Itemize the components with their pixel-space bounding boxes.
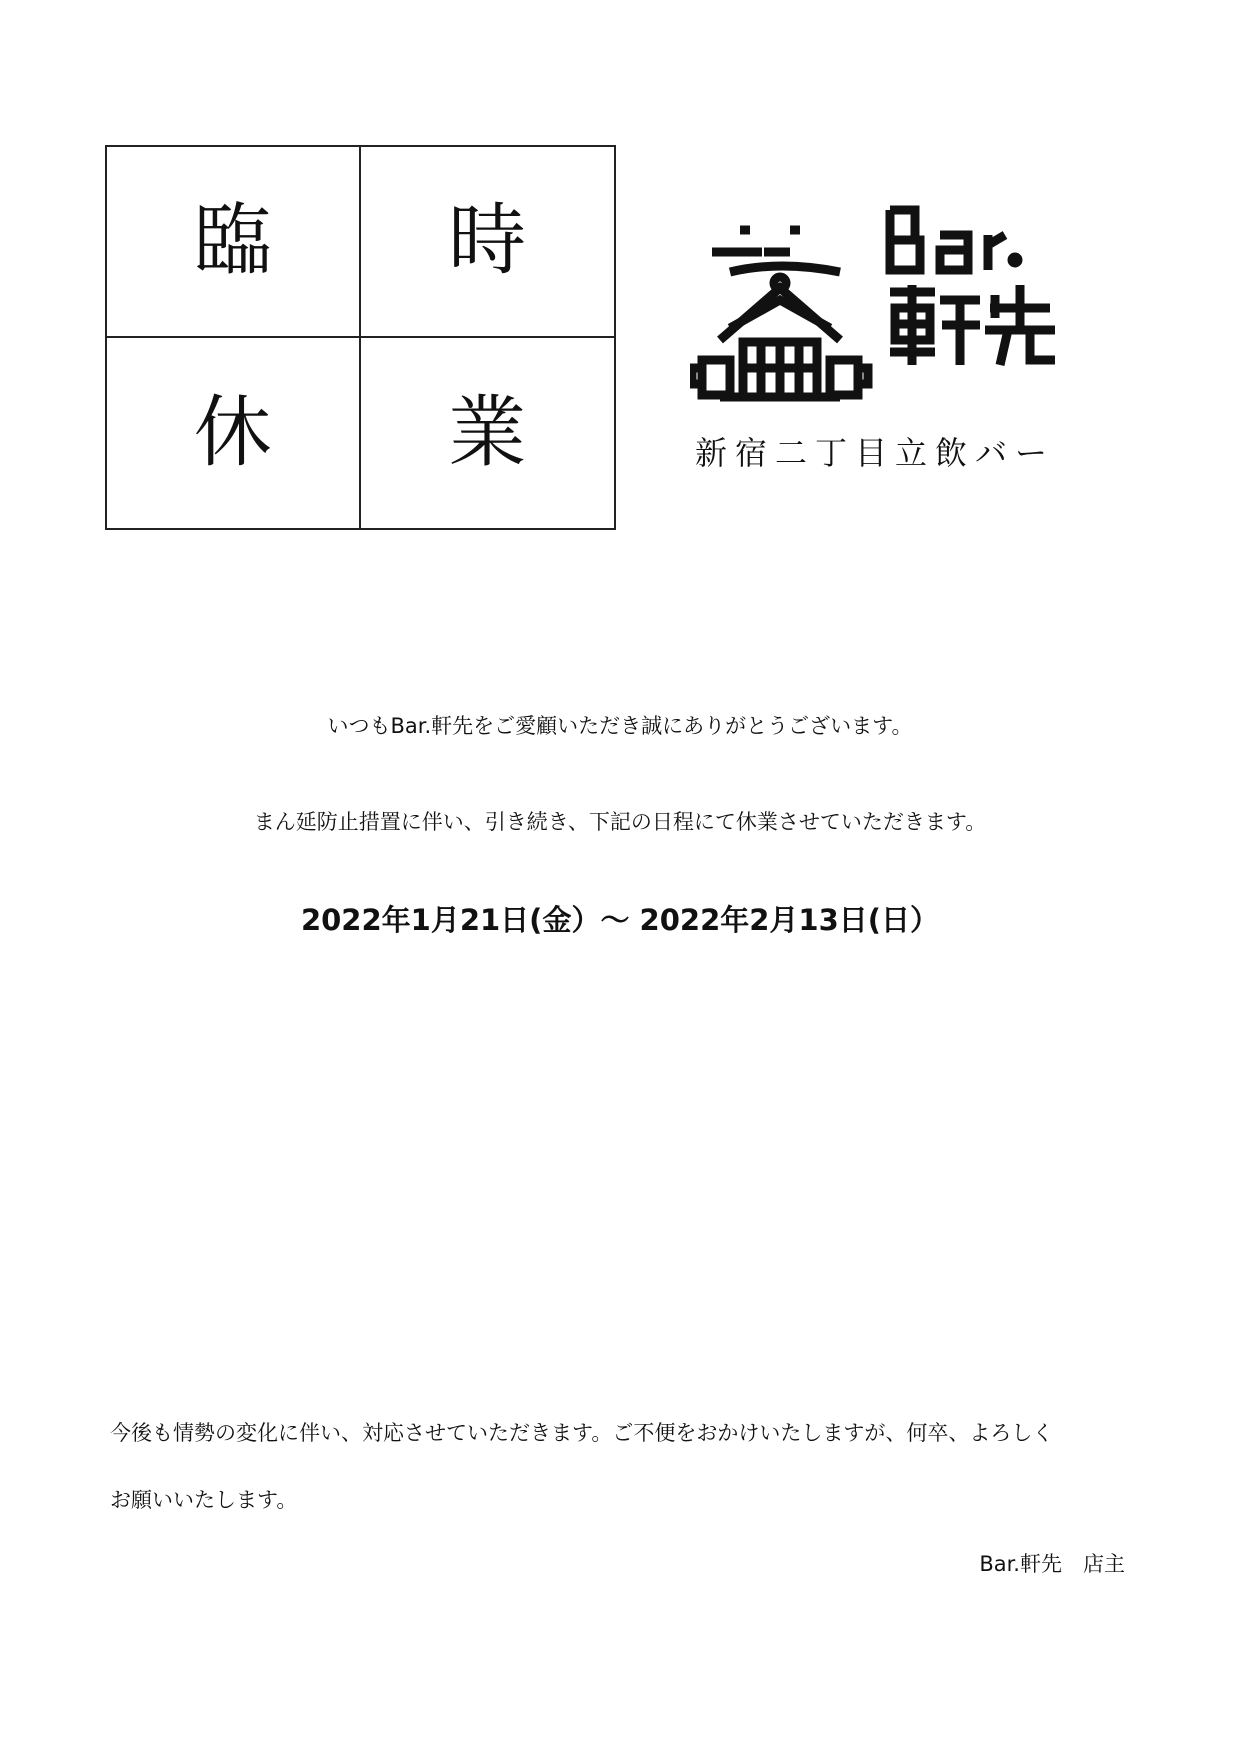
sign-char-1: 臨 [107,147,361,338]
closing-message-line-2: お願いいたします。 [110,1488,298,1512]
temporary-closure-sign [105,145,616,530]
sign-char-2: 時 [361,147,615,338]
sign-char-4: 業 [448,387,527,478]
logo-subtitle: 新宿二丁目立飲バー [695,434,1056,472]
closure-dates: 2022年1月21日(金）～ 2022年2月13日(日） [300,903,940,937]
greeting-text: いつもBar.軒先をご愛顧いただき誠にありがとうございます。 [327,714,913,738]
sign-char-3: 休 [107,338,361,529]
closure-reason-text: まん延防止措置に伴い、引き続き、下記の日程にて休業させていただきます。 [253,810,987,834]
closing-message-line-1: 今後も情勢の変化に伴い、対応させていただきます。ご不便をおかけいたしますが、何卒、よろしく [110,1421,1054,1445]
signature: Bar.軒先 店主 [979,1552,1125,1576]
